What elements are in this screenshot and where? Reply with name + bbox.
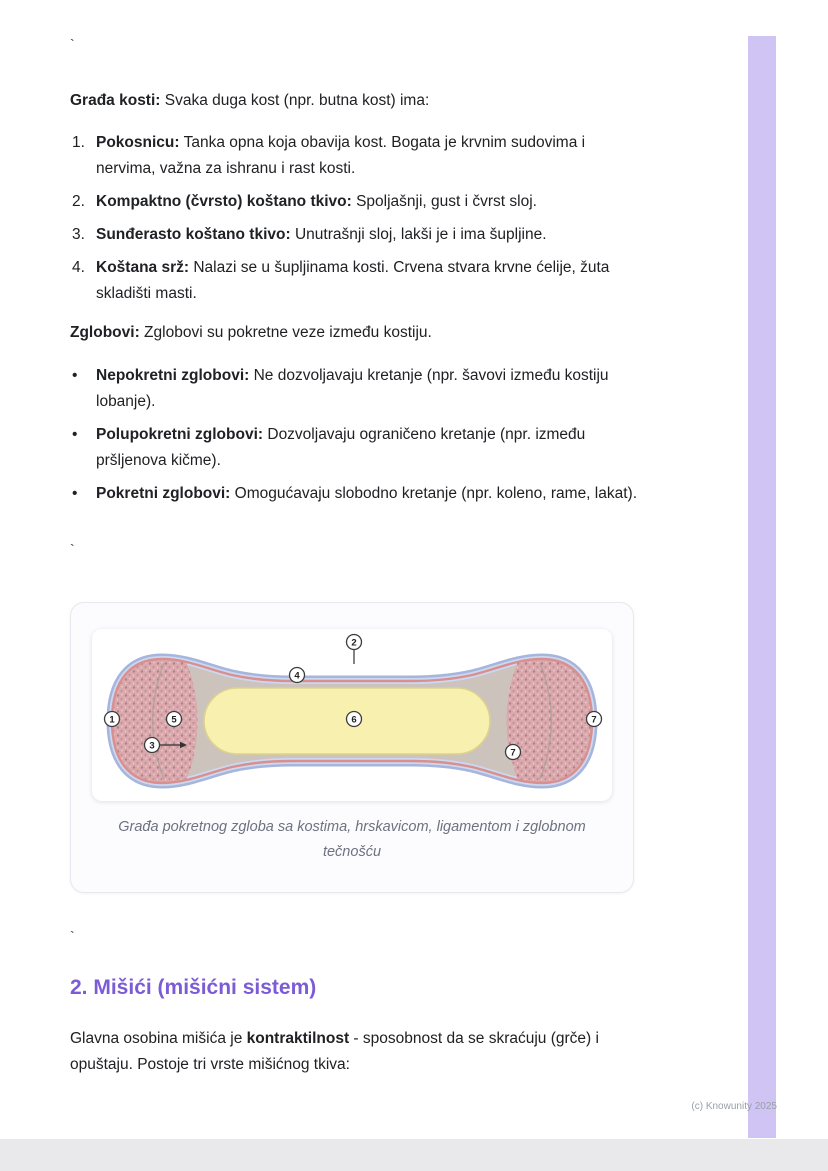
figure-label-7-lower	[506, 745, 521, 760]
muscles-bold: kontraktilnost	[246, 1030, 350, 1047]
figure-label-5	[167, 712, 182, 727]
joints-paragraph	[70, 320, 690, 346]
list-item-term: Koštana srž:	[96, 259, 190, 276]
svg-text:4: 4	[294, 670, 300, 682]
intro-bold: Građa kosti:	[70, 92, 161, 109]
muscles-post: - sposobnost da se skraćuju (grče) i opuštaju. Postoje tri vrste mišićnog tkiva:	[70, 1030, 599, 1073]
svg-text:7: 7	[510, 747, 516, 759]
svg-text:3: 3	[149, 740, 155, 752]
bullet-list	[70, 363, 640, 514]
svg-text:5: 5	[171, 714, 177, 726]
list-item	[70, 222, 640, 248]
stray-backtick-3: `	[70, 928, 75, 944]
list-item-text	[96, 130, 640, 182]
page-bottom-gap	[0, 1139, 828, 1171]
list-item-text	[96, 255, 640, 307]
list-item-term: Kompaktno (čvrsto) koštano tkivo:	[96, 193, 352, 210]
list-item	[70, 130, 640, 182]
list-item-text	[96, 189, 640, 215]
list-item	[70, 363, 640, 415]
list-item-text	[96, 222, 640, 248]
list-item-desc: Spoljašnji, gust i čvrst sloj.	[351, 193, 537, 210]
figure-label-1	[105, 712, 120, 727]
list-item-desc: Ne dozvoljavaju kretanje (npr. šavovi između kostiju lobanje).	[96, 367, 609, 410]
brand-stripe	[748, 36, 776, 1138]
figure-label-7-right	[587, 712, 602, 727]
figure-label-3	[145, 738, 160, 753]
list-item-term: Nepokretni zglobovi:	[96, 367, 250, 384]
list-number: 2.	[72, 193, 85, 210]
list-item-desc: Omogućavaju slobodno kretanje (npr. koleno, rame, lakat).	[230, 485, 638, 502]
bullet-marker: •	[72, 485, 78, 502]
svg-text:2: 2	[351, 637, 357, 649]
list-number: 4.	[72, 259, 85, 276]
list-item-desc: Unutrašnji sloj, lakši je i ima šupljine.	[290, 226, 547, 243]
figure-panel	[92, 629, 612, 801]
list-number: 1.	[72, 134, 85, 151]
figure-label-4	[290, 668, 305, 683]
list-item	[70, 422, 640, 474]
joints-rest: Zglobovi su pokretne veze između kostiju.	[139, 324, 432, 341]
numbered-list	[70, 130, 640, 314]
figure-caption-text: Građa pokretnog zgloba sa kostima, hrskavicom, ligamentom i zglobnom tečnošću	[118, 819, 586, 860]
list-item-text	[96, 481, 640, 507]
joints-bold: Zglobovi:	[70, 324, 140, 341]
list-item-desc: Dozvoljavaju ograničeno kretanje (npr. između pršljenova kičme).	[96, 426, 586, 469]
figure-caption	[71, 815, 633, 865]
bullet-marker: •	[72, 426, 78, 443]
list-item	[70, 189, 640, 215]
list-item-term: Polupokretni zglobovi:	[96, 426, 264, 443]
watermark: (c) Knowunity 2025	[691, 1101, 777, 1112]
list-item-desc: Nalazi se u šupljinama kosti. Crvena stvara krvne ćelije, žuta skladišti masti.	[96, 259, 610, 302]
list-item-term: Pokretni zglobovi:	[96, 485, 231, 502]
list-number: 3.	[72, 226, 85, 243]
section-heading: 2. Mišići (mišićni sistem)	[70, 976, 317, 999]
intro-rest: Svaka duga kost (npr. butna kost) ima:	[160, 92, 430, 109]
list-item-term: Sunđerasto koštano tkivo:	[96, 226, 291, 243]
svg-text:1: 1	[109, 714, 115, 726]
muscles-paragraph	[70, 1026, 650, 1078]
figure-label-2	[347, 635, 362, 650]
bullet-marker: •	[72, 367, 78, 384]
stray-backtick-1: `	[70, 36, 75, 52]
muscles-pre: Glavna osobina mišića je	[70, 1030, 247, 1047]
stray-backtick-2: `	[70, 541, 75, 557]
bone-joint-illustration	[92, 629, 612, 801]
svg-text:7: 7	[591, 714, 597, 726]
list-item-text	[96, 363, 640, 415]
list-item	[70, 481, 640, 507]
list-item-desc: Tanka opna koja obavija kost. Bogata je krvnim sudovima i nervima, važna za ishranu i rast kosti.	[96, 134, 586, 177]
figure-card	[70, 602, 634, 893]
list-item	[70, 255, 640, 307]
svg-text:6: 6	[351, 714, 357, 726]
figure-label-6	[347, 712, 362, 727]
list-item-term: Pokosnicu:	[96, 134, 180, 151]
list-item-text	[96, 422, 640, 474]
intro-paragraph	[70, 88, 690, 114]
